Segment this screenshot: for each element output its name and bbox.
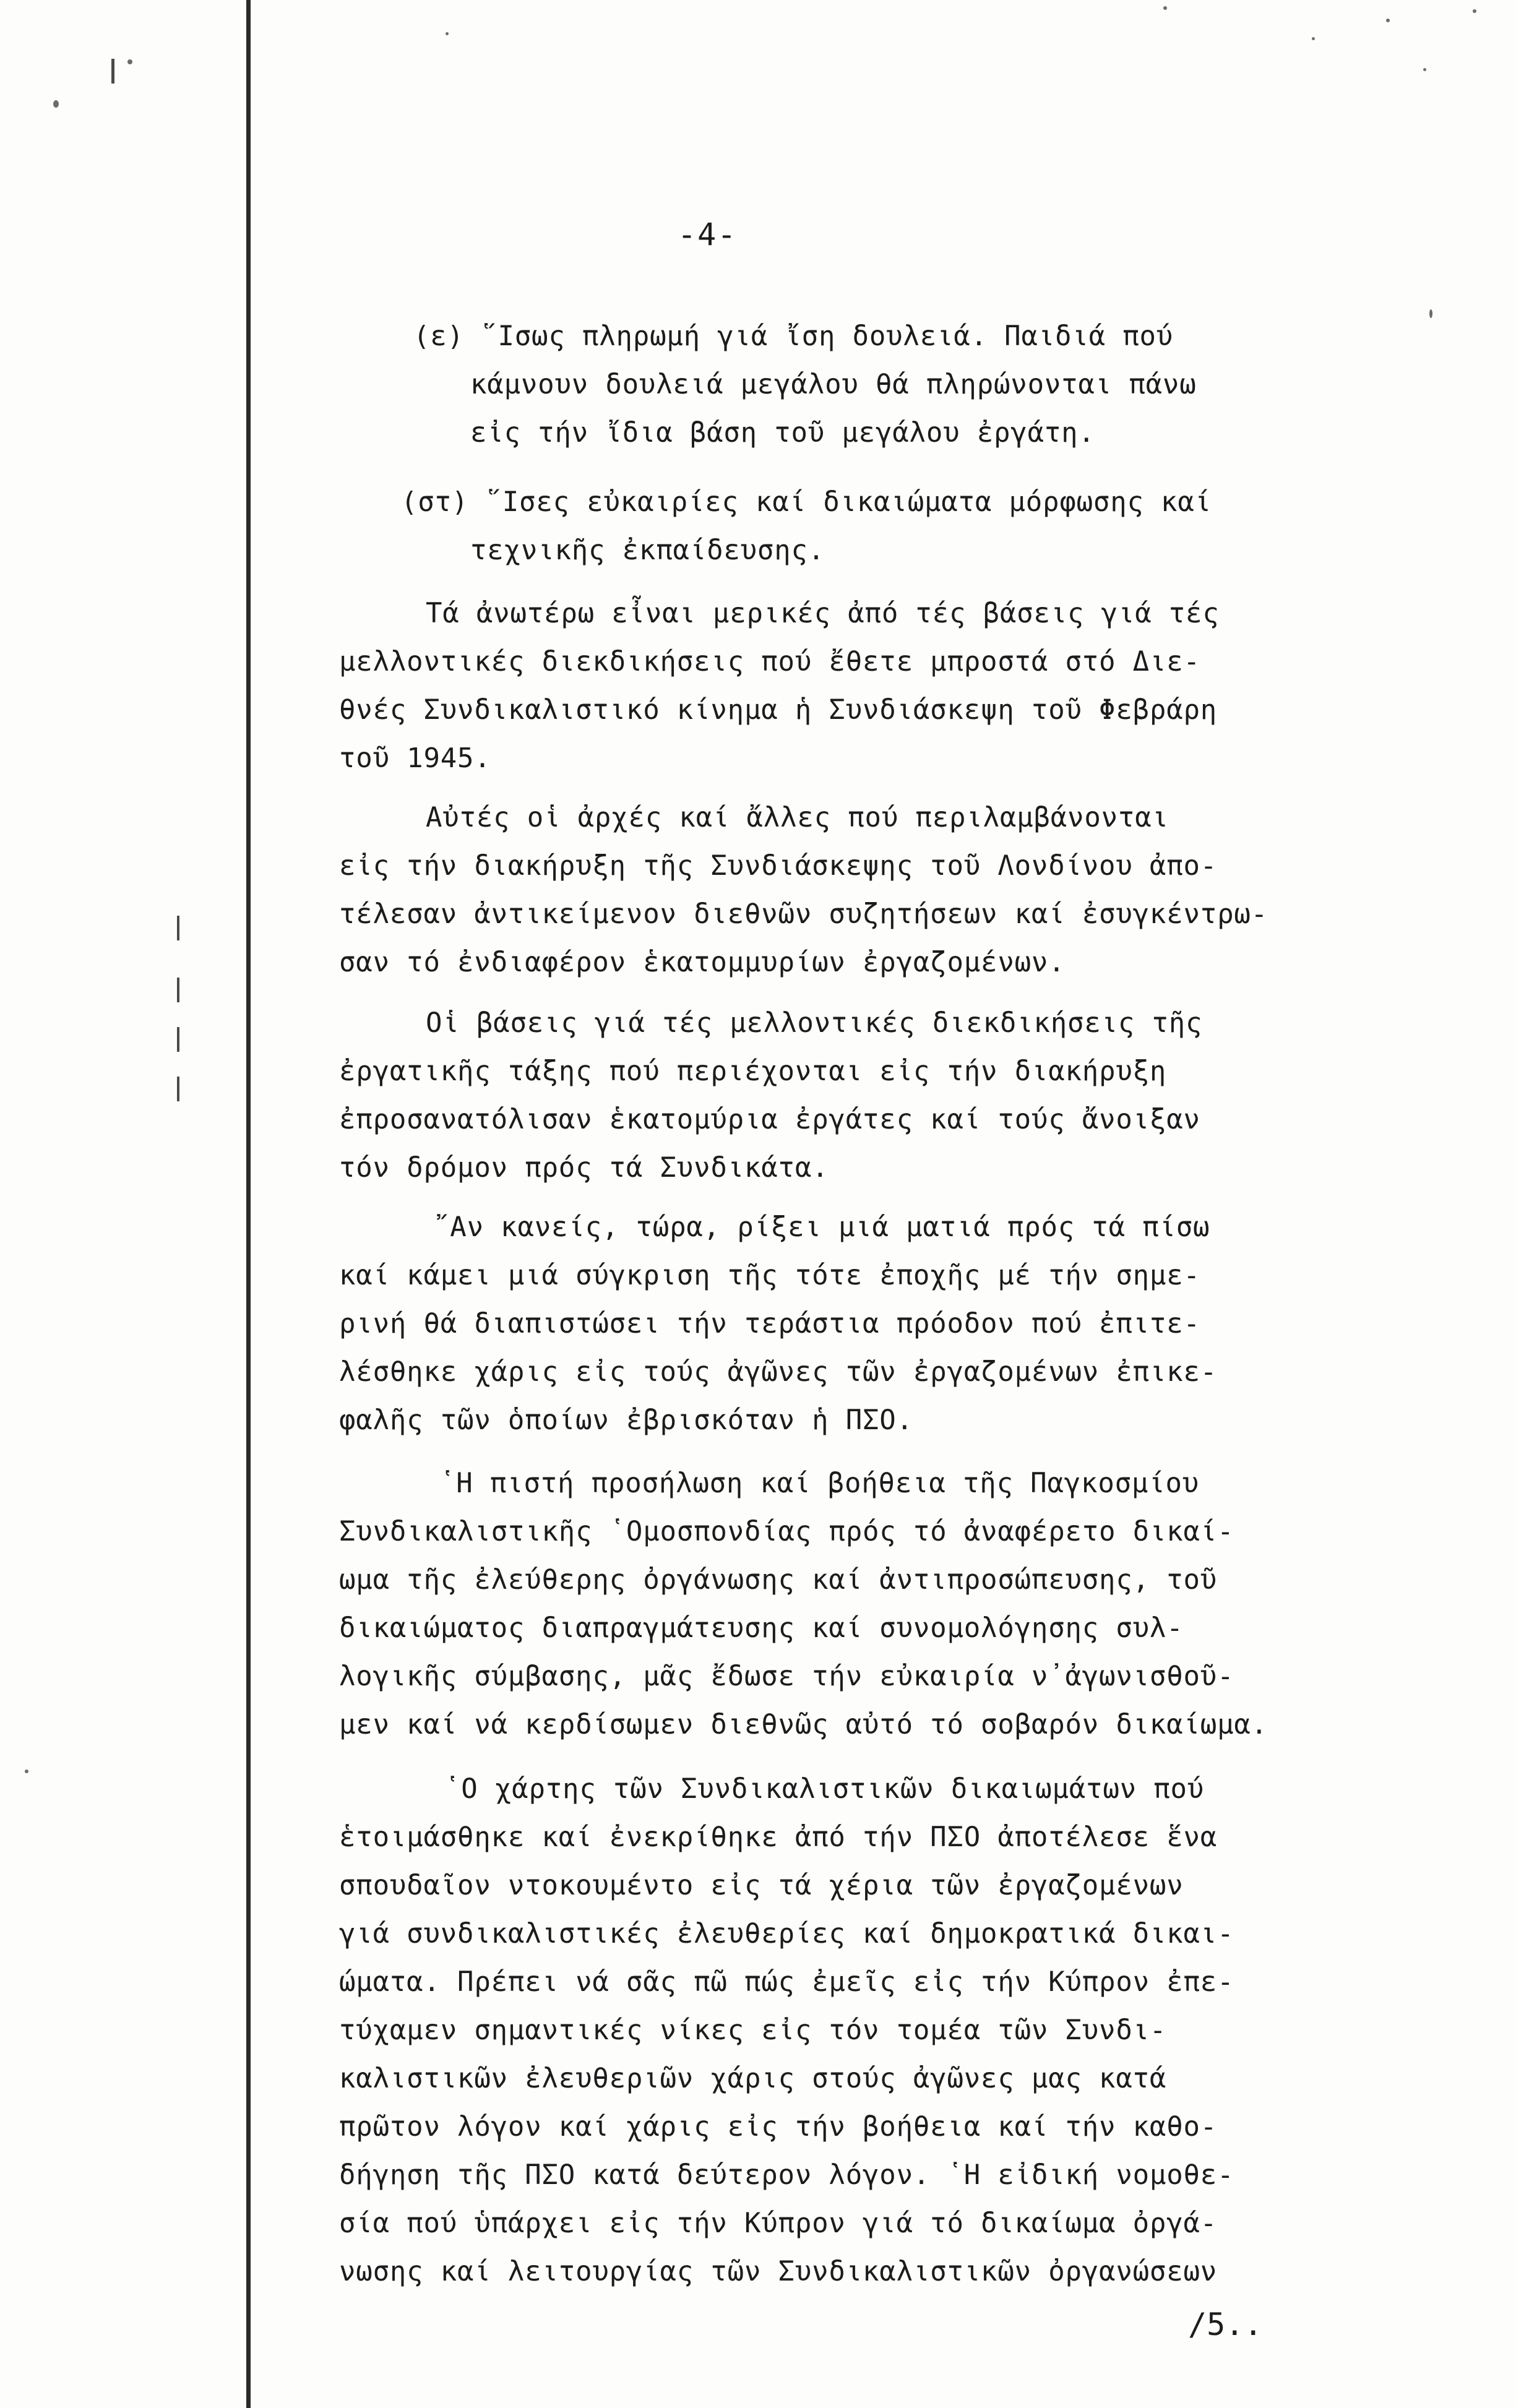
text-line: ἑτοιμάσθηκε καί ἐνεκρίθηκε ἀπό τήν ΠΣΟ ἀποτέλεσε ἕνα bbox=[339, 1821, 1218, 1853]
scan-speck bbox=[1163, 6, 1167, 10]
text-line: Αὐτές οἱ ἀρχές καί ἄλλες πού περιλαμβάνονται bbox=[426, 802, 1169, 833]
text-line: ἐπροσανατόλισαν ἑκατομύρια ἐργάτες καί τούς ἄνοιξαν bbox=[339, 1104, 1200, 1135]
scan-speck bbox=[446, 32, 449, 35]
text-line: φαλῆς τῶν ὁποίων ἐβρισκόταν ἡ ΠΣΟ. bbox=[339, 1404, 913, 1436]
binding-margin-rule bbox=[246, 0, 251, 2408]
scan-speck bbox=[1473, 9, 1476, 13]
text-line: σαν τό ἐνδιαφέρον ἑκατομμυρίων ἐργαζομένων. bbox=[339, 947, 1066, 978]
text-line: Οἱ βάσεις γιά τές μελλοντικές διεκδικήσεις τῆς bbox=[426, 1007, 1203, 1039]
text-line: πρῶτον λόγον καί χάρις εἰς τήν βοήθεια καί τήν καθο- bbox=[339, 2111, 1218, 2143]
text-line: ῾Ο χάρτης τῶν Συνδικαλιστικῶν δικαιωμάτων πού bbox=[444, 1773, 1205, 1805]
text-line: ῎Αν κανείς, τώρα, ρίξει μιά ματιά πρός τά πίσω bbox=[433, 1211, 1210, 1243]
text-line: μεν καί νά κερδίσωμεν διεθνῶς αὐτό τό σοβαρόν δικαίωμα. bbox=[339, 1709, 1268, 1740]
text-line: δήγηση τῆς ΠΣΟ κατά δεύτερον λόγον. ῾Η εἰδική νομοθε- bbox=[339, 2159, 1234, 2191]
text-line: τόν δρόμον πρός τά Συνδικάτα. bbox=[339, 1152, 829, 1184]
scan-speck bbox=[1423, 68, 1426, 71]
margin-mark bbox=[177, 978, 179, 1002]
text-line: (στ) ῞Ισες εὐκαιρίες καί δικαιώματα μόρφωσης καί bbox=[401, 486, 1212, 518]
text-line: ωμα τῆς ἐλεύθερης ὀργάνωσης καί ἀντιπροσώπευσης, τοῦ bbox=[339, 1564, 1218, 1596]
text-line: τεχνικῆς ἐκπαίδευσης. bbox=[470, 535, 825, 566]
text-line: καλιστικῶν ἐλευθεριῶν χάρις στούς ἀγῶνες μας κατά bbox=[339, 2063, 1167, 2094]
text-line: σία πού ὑπάρχει εἰς τήν Κύπρον γιά τό δικαίωμα ὀργά- bbox=[339, 2208, 1218, 2239]
text-line: ῾Η πιστή προσήλωση καί βοήθεια τῆς Παγκοσμίου bbox=[439, 1468, 1200, 1499]
page-number: -4- bbox=[678, 217, 738, 252]
text-line: μελλοντικές διεκδικήσεις πού ἔθετε μπροστά στό Διε- bbox=[339, 646, 1200, 677]
text-line: τοῦ 1945. bbox=[339, 742, 491, 774]
text-line: τύχαμεν σημαντικές νίκες εἰς τόν τομέα τῶν Συνδι- bbox=[339, 2015, 1167, 2046]
text-line: γιά συνδικαλιστικές ἐλευθερίες καί δημοκρατικά δικαι- bbox=[339, 1918, 1234, 1950]
text-line: σπουδαῖον ντοκουμέντο εἰς τά χέρια τῶν ἐργαζομένων bbox=[339, 1870, 1184, 1901]
margin-mark bbox=[177, 916, 179, 940]
text-line: κάμνουν δουλειά μεγάλου θά πληρώνονται πάνω bbox=[470, 369, 1197, 400]
margin-mark bbox=[177, 1027, 179, 1052]
continuation-marker: /5.. bbox=[1188, 2307, 1263, 2342]
text-line: λογικῆς σύμβασης, μᾶς ἔδωσε τήν εὐκαιρία ν᾿ἀγωνισθοῦ- bbox=[339, 1661, 1234, 1692]
text-line: ἐργατικῆς τάξης πού περιέχονται εἰς τήν διακήρυξη bbox=[339, 1056, 1167, 1087]
text-line: (ε) ῞Ισως πληρωμή γιά ἴση δουλειά. Παιδιά πού bbox=[413, 320, 1174, 352]
text-line: Τά ἀνωτέρω εἶναι μερικές ἀπό τές βάσεις γιά τές bbox=[426, 598, 1220, 629]
text-line: λέσθηκε χάρις εἰς τούς ἀγῶνες τῶν ἐργαζομένων ἐπικε- bbox=[339, 1356, 1218, 1388]
text-line: δικαιώματος διαπραγμάτευσης καί συνομολόγησης συλ- bbox=[339, 1612, 1184, 1644]
scan-speck bbox=[127, 59, 132, 64]
text-line: ρινή θά διαπιστώσει τήν τεράστια πρόοδον πού ἐπιτε- bbox=[339, 1308, 1200, 1339]
text-line: νωσης καί λειτουργίας τῶν Συνδικαλιστικῶν ὀργανώσεων bbox=[339, 2256, 1218, 2287]
scan-speck bbox=[25, 1769, 28, 1773]
text-line: εἰς τήν διακήρυξη τῆς Συνδιάσκεψης τοῦ Λονδίνου ἀπο- bbox=[339, 850, 1218, 882]
text-line: θνές Συνδικαλιστικό κίνημα ἡ Συνδιάσκεψη τοῦ Φεβράρη bbox=[339, 694, 1218, 726]
scan-speck bbox=[1386, 19, 1390, 22]
text-line: ώματα. Πρέπει νά σᾶς πῶ πώς ἐμεῖς εἰς τήν Κύπρον ἐπε- bbox=[339, 1966, 1234, 1998]
scan-speck bbox=[53, 100, 59, 108]
text-line: Συνδικαλιστικῆς ῾Ομοσπονδίας πρός τό ἀναφέρετο δικαί- bbox=[339, 1516, 1234, 1547]
margin-mark bbox=[177, 1077, 179, 1101]
text-line: καί κάμει μιά σύγκριση τῆς τότε ἐποχῆς μέ τήν σημε- bbox=[339, 1260, 1200, 1291]
scan-speck bbox=[1312, 37, 1315, 40]
text-line: τέλεσαν ἀντικείμενον διεθνῶν συζητήσεων καί ἐσυγκέντρω- bbox=[339, 898, 1268, 930]
scan-speck bbox=[1429, 309, 1432, 318]
margin-mark bbox=[111, 59, 114, 84]
text-line: εἰς τήν ἴδια βάση τοῦ μεγάλου ἐργάτη. bbox=[470, 417, 1095, 449]
